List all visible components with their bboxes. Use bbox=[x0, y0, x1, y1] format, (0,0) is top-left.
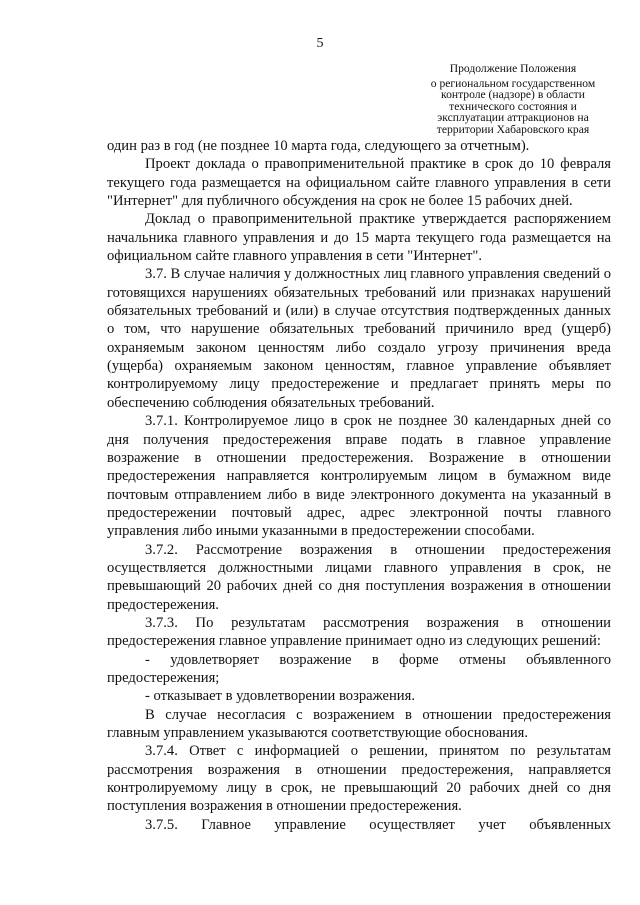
paragraph-draft-report: Проект доклада о правоприменительной практике в срок до 10 февраля текущего года размещается на официальном сайте главного управления в сети "Интернет" для публичного обсуждения на срок не более 15 рабочих дней. bbox=[107, 156, 611, 210]
header-title: Продолжение Положения bbox=[449, 62, 577, 75]
document-body bbox=[107, 137, 611, 834]
header-line: о региональном государственном bbox=[430, 76, 596, 90]
paragraph-report-approval: Доклад о правоприменительной практике утверждается распоряжением начальника главного управления и до 15 марта текущего года размещается на официальном сайте главного управления в сети "Интернет". bbox=[107, 211, 611, 265]
page-number: 5 bbox=[316, 36, 324, 51]
paragraph-disagreement: В случае несогласия с возражением в отношении предостережения главным управлением указываются соответствующие обоснования. bbox=[107, 706, 611, 741]
paragraph-continuation: один раз в год (не позднее 10 марта года, следующего за отчетным). bbox=[107, 138, 530, 154]
clause-3-7-4: 3.7.4. Ответ с информацией о решении, принятом по результатам рассмотрения возражения в отношении предостережения, направляется контролируемому лицу в срок, не превышающий 20 рабочих дней со дня поступления возражения в отношении предостережения. bbox=[107, 743, 611, 815]
clause-3-7: 3.7. В случае наличия у должностных лиц главного управления сведений о готовящихся нарушениях обязательных требований или признаках нарушений обязательных требований и (или) в случае отсутствия подтвержденных данных о том, что нарушение обязательных требований причинило вред (ущерб) охраняемым законом ценностям либо создало угрозу причинения вреда (ущерба) охраняемым законом ценностям, главное управление объявляет контролируемому лицу предостережение и предлагает принять меры по обеспечению соблюдения обязательных требований. bbox=[107, 266, 611, 411]
decision-option-refuse: - отказывает в удовлетворении возражения. bbox=[145, 688, 415, 705]
clause-3-7-1: 3.7.1. Контролируемое лицо в срок не позднее 30 календарных дней со дня получения предостережения вправе подать в главное управление возражение в отношении предостережения. Возражение в отношении предостережения направляется контролируемым лицом в бумажном виде почтовым отправлением либо в виде электронного документа на указанный в предостережении почтовый адрес, адрес электронной почты главного управления либо иными указанными в предостережении способами. bbox=[107, 413, 611, 540]
clause-3-7-5: 3.7.5. Главное управление осуществляет учет объявленных bbox=[145, 816, 611, 833]
header-line: контроле (надзоре) в области bbox=[441, 88, 585, 102]
header-line: территории Хабаровского края bbox=[436, 122, 590, 136]
header-line: технического состояния и bbox=[449, 99, 577, 113]
decision-option-satisfy: - удовлетворяет возражение в форме отмены объявленного предостережения; bbox=[107, 651, 611, 686]
header-line: эксплуатации аттракционов на bbox=[437, 111, 589, 125]
clause-3-7-2: 3.7.2. Рассмотрение возражения в отношении предостережения осуществляется должностными лицами главного управления в срок, не превышающий 20 рабочих дней со дня поступления возражения в отношении предостережения. bbox=[107, 541, 611, 613]
clause-3-7-3: 3.7.3. По результатам рассмотрения возражения в отношении предостережения главное управление принимает одно из следующих решений: bbox=[107, 614, 611, 650]
document-header bbox=[418, 63, 608, 136]
